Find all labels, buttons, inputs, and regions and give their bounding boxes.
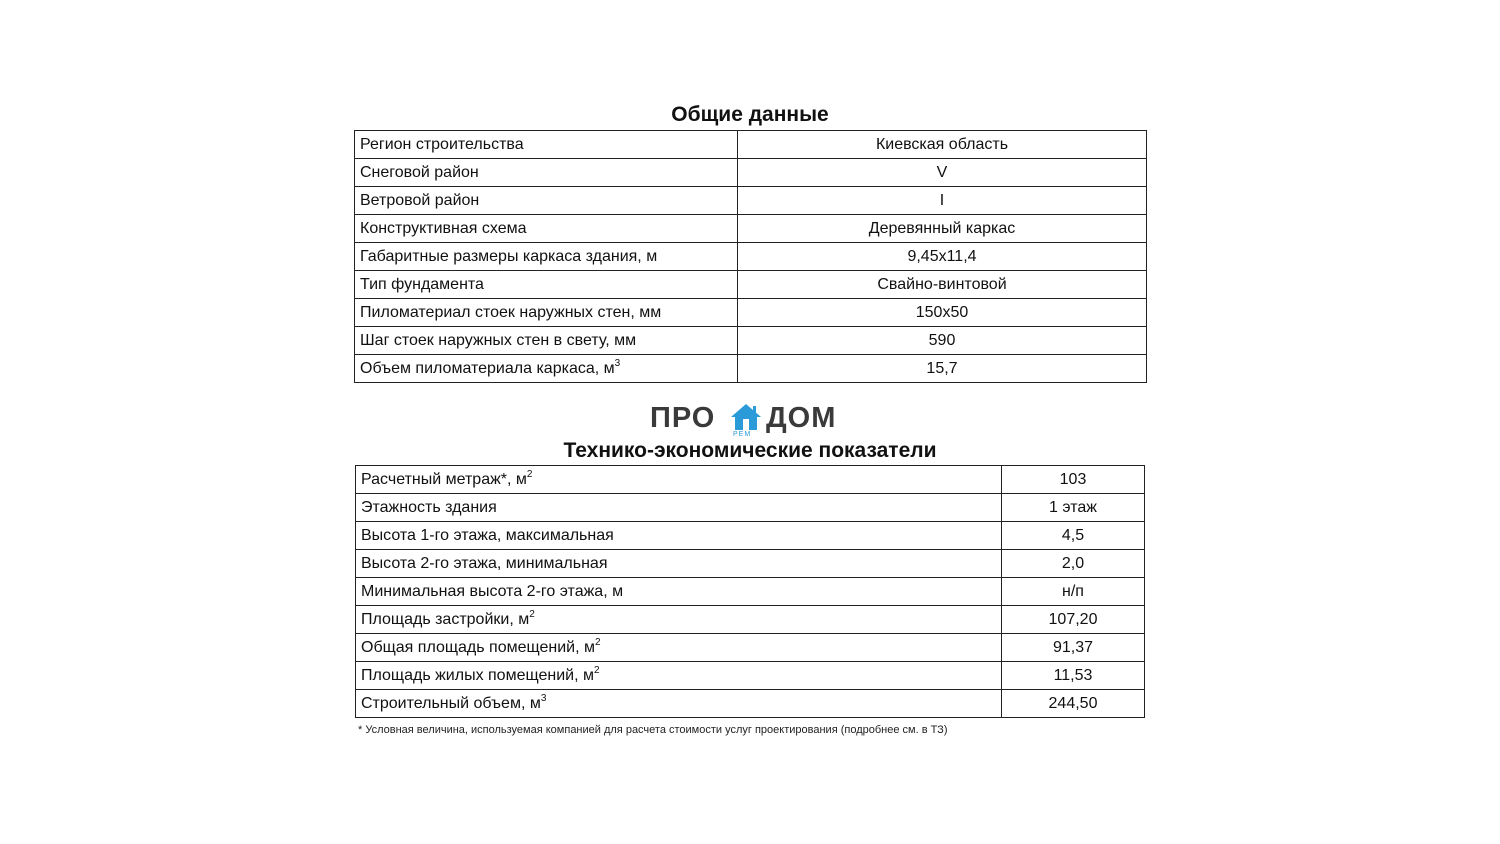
row-label: Общая площадь помещений, м — [361, 638, 595, 656]
table-row — [355, 355, 1147, 383]
row-label-cell — [355, 187, 738, 215]
row-value: 1 этаж — [1002, 494, 1145, 522]
table-row — [355, 243, 1147, 271]
table-row — [355, 215, 1147, 243]
row-value: 2,0 — [1002, 550, 1145, 578]
row-value: 15,7 — [738, 355, 1147, 383]
row-label-cell — [356, 690, 1002, 718]
table-row — [356, 494, 1145, 522]
row-value: 150х50 — [738, 299, 1147, 327]
row-label-cell — [355, 159, 738, 187]
tech-economic-title: Технико-экономические показатели — [563, 439, 937, 462]
row-label-cell — [356, 494, 1002, 522]
table-row — [355, 159, 1147, 187]
row-label-cell — [355, 215, 738, 243]
table-row — [356, 634, 1145, 662]
table-row — [355, 327, 1147, 355]
row-label: Регион строительства — [360, 135, 524, 153]
row-label: Расчетный метраж*, м — [361, 470, 527, 488]
row-label: Объем пиломатериала каркаса, м — [360, 359, 615, 377]
row-label-cell — [355, 131, 738, 159]
row-value: I — [738, 187, 1147, 215]
row-label: Конструктивная схема — [360, 219, 527, 237]
row-label: Площадь застройки, м — [361, 610, 530, 628]
footnote: * Условная величина, используемая компанией для расчета стоимости услуг проектирования (подробнее см. в ТЗ) — [358, 724, 948, 736]
general-data-table — [354, 130, 1147, 383]
unit-exponent: 3 — [614, 357, 621, 369]
table-row — [355, 187, 1147, 215]
row-value: 107,20 — [1002, 606, 1145, 634]
table-row — [356, 550, 1145, 578]
row-label-cell — [356, 578, 1002, 606]
row-label-cell — [356, 662, 1002, 690]
row-label-cell — [355, 327, 738, 355]
row-value: 4,5 — [1002, 522, 1145, 550]
row-label: Ветровой район — [360, 191, 480, 209]
row-label: Шаг стоек наружных стен в свету, мм — [360, 331, 637, 349]
row-label: Этажность здания — [361, 498, 497, 516]
tech-economic-table — [355, 465, 1145, 718]
row-value: н/п — [1002, 578, 1145, 606]
table-row — [355, 131, 1147, 159]
row-label-cell — [356, 550, 1002, 578]
unit-exponent: 2 — [526, 468, 533, 480]
row-label-cell — [356, 606, 1002, 634]
row-label-cell — [355, 355, 738, 383]
table-row — [356, 466, 1145, 494]
table-row — [356, 662, 1145, 690]
row-label: Пиломатериал стоек наружных стен, мм — [360, 303, 662, 321]
row-value: Свайно-винтовой — [738, 271, 1147, 299]
prodom-logo — [650, 402, 850, 442]
row-label-cell — [356, 522, 1002, 550]
general-data-title: Общие данные — [671, 103, 829, 126]
row-value: 11,53 — [1002, 662, 1145, 690]
house-icon — [730, 402, 762, 432]
row-label-cell — [355, 243, 738, 271]
row-label: Высота 1-го этажа, максимальная — [361, 526, 614, 544]
row-value: 103 — [1002, 466, 1145, 494]
row-label: Минимальная высота 2-го этажа, м — [361, 582, 624, 600]
row-label: Габаритные размеры каркаса здания, м — [360, 247, 658, 265]
logo-word-pro: ПРО — [650, 402, 716, 434]
row-value: 590 — [738, 327, 1147, 355]
table-row — [355, 271, 1147, 299]
table-row — [356, 578, 1145, 606]
row-label-cell — [356, 634, 1002, 662]
row-label: Площадь жилых помещений, м — [361, 666, 594, 684]
row-value: 244,50 — [1002, 690, 1145, 718]
row-value: V — [738, 159, 1147, 187]
table-row — [356, 606, 1145, 634]
row-label-cell — [355, 271, 738, 299]
unit-exponent: 3 — [540, 692, 547, 704]
row-value: 9,45х11,4 — [738, 243, 1147, 271]
table-row — [356, 522, 1145, 550]
row-value: Деревянный каркас — [738, 215, 1147, 243]
unit-exponent: 2 — [593, 664, 600, 676]
logo-word-dom: ДОМ — [766, 402, 837, 434]
row-label-cell — [355, 299, 738, 327]
row-label: Строительный объем, м — [361, 694, 541, 712]
row-label: Тип фундамента — [360, 275, 484, 293]
table-row — [355, 299, 1147, 327]
unit-exponent: 2 — [594, 636, 601, 648]
table-row — [356, 690, 1145, 718]
row-label: Высота 2-го этажа, минимальная — [361, 554, 608, 572]
row-value: Киевская область — [738, 131, 1147, 159]
unit-exponent: 2 — [529, 608, 535, 620]
logo-sub-text: РЕМ — [733, 431, 752, 438]
row-label: Снеговой район — [360, 163, 479, 181]
row-label-cell — [356, 466, 1002, 494]
row-value: 91,37 — [1002, 634, 1145, 662]
